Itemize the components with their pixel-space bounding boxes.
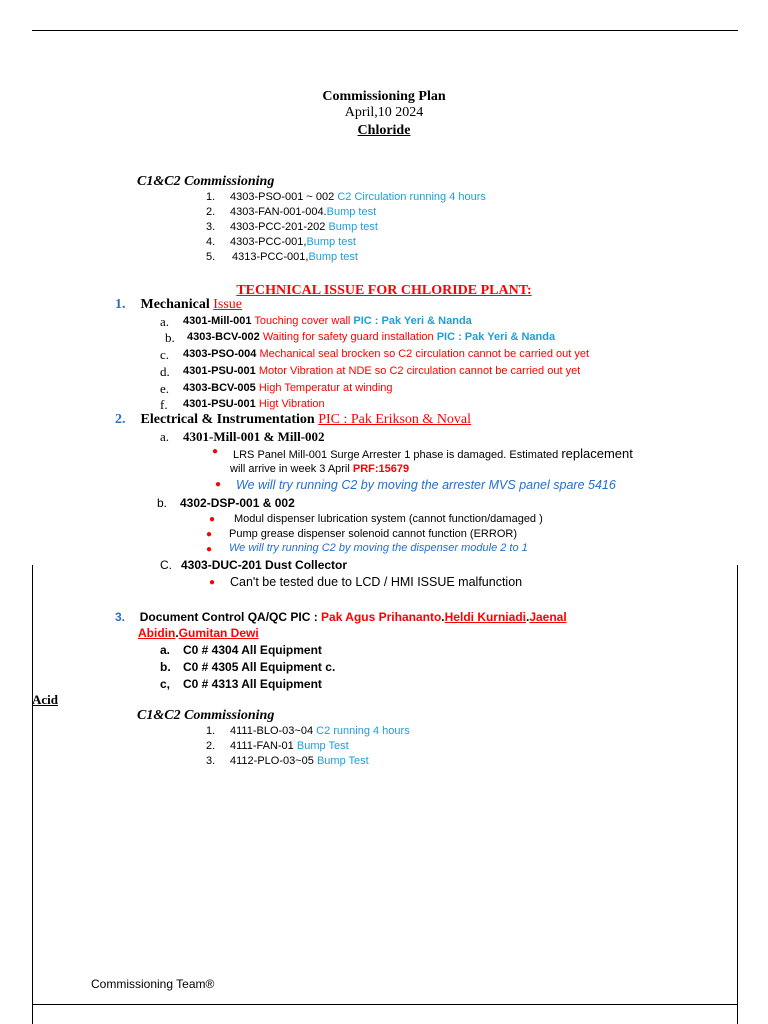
bullet-text: Pump grease dispenser solenoid cannot function (ERROR) [229, 528, 517, 540]
item-letter: c, [160, 677, 171, 691]
subsection-title: 4301-Mill-001 & Mill-002 [183, 429, 325, 444]
item-note: C2 running 4 hours [316, 725, 410, 737]
section-label: Document Control QA/QC PIC : [139, 610, 322, 624]
item-note: Bump Test [296, 740, 349, 752]
item-letter: e. [160, 381, 170, 396]
plant-name-text: Chloride [357, 123, 411, 138]
equipment-code: 4303-PSO-004 [183, 348, 257, 360]
bullet-icon: ● [212, 446, 219, 457]
pic-text: PIC : Pak Yeri & Nanda [353, 315, 472, 327]
list-item: C0 # 4305 All Equipment c. [183, 660, 336, 674]
equipment-code: 4301-PSU-001 [183, 365, 256, 377]
item-letter: b. [165, 330, 175, 345]
list-item [183, 315, 472, 327]
item-number: 3. [206, 221, 216, 233]
bullet-text: We will try running C2 by moving the arrester MVS panel spare 5416 [236, 478, 616, 492]
equipment-code: 4303-PCC-201-202 [230, 221, 329, 233]
list-item [206, 251, 215, 263]
item-number: 5. [206, 251, 216, 263]
list-item [206, 236, 215, 248]
bullet-text: LRS Panel Mill-001 Surge Arrester 1 phase is damaged. Estimated [233, 449, 562, 461]
bullet-text: Modul dispenser lubrication system (cannot function/damaged ) [234, 513, 543, 525]
item-number: 2. [206, 740, 216, 752]
left-border [32, 565, 33, 1024]
subsection-title: 4303-DUC-201 Dust Collector [181, 558, 348, 572]
doc-title: Commissioning Plan [322, 89, 446, 104]
list-item [187, 331, 555, 343]
acid-label: Acid [32, 692, 58, 707]
list-item [233, 446, 633, 461]
equipment-code: 4303-FAN-001-004. [230, 206, 327, 218]
issue-text: Higt Vibration [255, 398, 325, 410]
equipment-code: 4303-PSO-001 ~ 002 [230, 191, 338, 203]
list-item [206, 206, 215, 218]
item-number: 3. [206, 755, 216, 767]
right-border [737, 565, 738, 1024]
item-note: C2 Circulation running 4 hours [337, 191, 486, 203]
document-section-heading: 3. Document Control QA/QC PIC : Pak Agus Prihananto.Heldi Kurniadi.Jaenal [115, 610, 567, 624]
acid-commissioning-heading: C1&C2 Commissioning [137, 708, 275, 723]
list-item [230, 755, 369, 767]
document-section-heading-cont: Abidin.Gumitan Dewi [138, 626, 259, 640]
list-item: C0 # 4313 All Equipment [183, 677, 322, 691]
equipment-code: 4301-Mill-001 [183, 315, 252, 327]
item-note: Bump Test [316, 755, 369, 767]
top-border [32, 30, 738, 31]
item-letter: a. [160, 314, 170, 329]
mechanical-section-heading [115, 297, 242, 313]
item-note: Bump test [308, 251, 358, 263]
bullet-text: Can't be tested due to LCD / HMI ISSUE malfunction [230, 575, 523, 589]
item-letter: b. [160, 660, 171, 674]
list-item [206, 191, 215, 203]
prf-number: PRF:15679 [352, 463, 410, 475]
chloride-commissioning-heading: C1&C2 Commissioning [137, 174, 275, 189]
plant-name [0, 121, 768, 139]
item-letter: C. [160, 558, 172, 572]
pic-name: Gumitan Dewi [178, 626, 259, 640]
list-item [230, 236, 356, 248]
item-letter: a. [160, 643, 171, 657]
list-item: C0 # 4304 All Equipment [183, 643, 322, 657]
bullet-icon: ● [209, 514, 216, 525]
list-item [183, 382, 393, 394]
list-item [230, 725, 410, 737]
bullet-text: We will try running C2 by moving the dispenser module 2 to 1 [229, 542, 528, 554]
list-item [183, 365, 580, 377]
item-note: Bump test [328, 221, 378, 233]
item-note: Bump test [306, 236, 356, 248]
bullet-text-large: replacement [561, 446, 633, 461]
equipment-code: 4303-BCV-002 [187, 331, 260, 343]
bullet-icon: ● [209, 577, 216, 588]
bullet-icon: ● [206, 544, 213, 555]
section-number: 3. [115, 610, 126, 624]
list-item [230, 221, 378, 233]
item-number: 4. [206, 236, 216, 248]
section-number: 2. [115, 412, 126, 427]
pic-name: Heldi Kurniadi [444, 610, 526, 624]
item-letter: c. [160, 347, 170, 362]
bullet-text: will arrive in week 3 April [230, 463, 353, 475]
item-number: 2. [206, 206, 216, 218]
list-item [230, 206, 376, 218]
list-item [206, 221, 215, 233]
technical-issue-heading-text: TECHNICAL ISSUE FOR CHLORIDE PLANT: [236, 283, 532, 298]
equipment-code: 4313-PCC-001, [232, 251, 309, 263]
equipment-code: 4303-PCC-001, [230, 236, 307, 248]
section-number: 1. [115, 297, 126, 312]
equipment-code: 4301-PSU-001 [183, 398, 256, 410]
footer-text: Commissioning Team® [91, 977, 215, 991]
issue-text: Mechanical seal brocken so C2 circulation cannot be carried out yet [256, 348, 590, 360]
list-item [232, 251, 358, 263]
equipment-code: 4111-BLO-03~04 [230, 725, 317, 737]
equipment-code: 4303-BCV-005 [183, 382, 256, 394]
item-letter: f. [160, 397, 168, 412]
item-number: 1. [206, 191, 216, 203]
item-number: 1. [206, 725, 216, 737]
issue-label: Issue [213, 297, 242, 312]
footer-border [32, 1004, 738, 1005]
pic-name: Abidin [138, 626, 176, 640]
pic-text: PIC : Pak Erikson & Noval [318, 412, 472, 427]
item-letter: d. [160, 364, 170, 379]
equipment-code: 4112-PLO-03~05 [230, 755, 317, 767]
bullet-icon: ● [206, 529, 213, 540]
list-item [183, 348, 589, 360]
subsection-title: 4302-DSP-001 & 002 [180, 496, 295, 510]
equipment-code: 4111-FAN-01 [230, 740, 297, 752]
list-item [230, 740, 349, 752]
item-letter: b. [157, 496, 168, 510]
bullet-icon: ● [215, 479, 222, 490]
pic-name: Jaenal [529, 610, 567, 624]
section-label: Mechanical [140, 297, 214, 312]
pic-name: Pak Agus Prihananto [321, 610, 442, 624]
item-letter: a. [160, 429, 170, 444]
electrical-section-heading [115, 412, 471, 428]
issue-text: Touching cover wall [251, 315, 354, 327]
list-item [183, 398, 325, 410]
list-item [230, 463, 409, 475]
issue-text: High Temperatur at winding [255, 382, 393, 394]
issue-text: Motor Vibration at NDE so C2 circulation cannot be carried out yet [255, 365, 581, 377]
section-label: Electrical & Instrumentation [140, 412, 319, 427]
pic-text: PIC : Pak Yeri & Nanda [436, 331, 556, 343]
issue-text: Waiting for safety guard installation [259, 331, 437, 343]
item-note: Bump test [326, 206, 377, 218]
doc-date: April,10 2024 [344, 105, 424, 120]
list-item [230, 191, 486, 203]
